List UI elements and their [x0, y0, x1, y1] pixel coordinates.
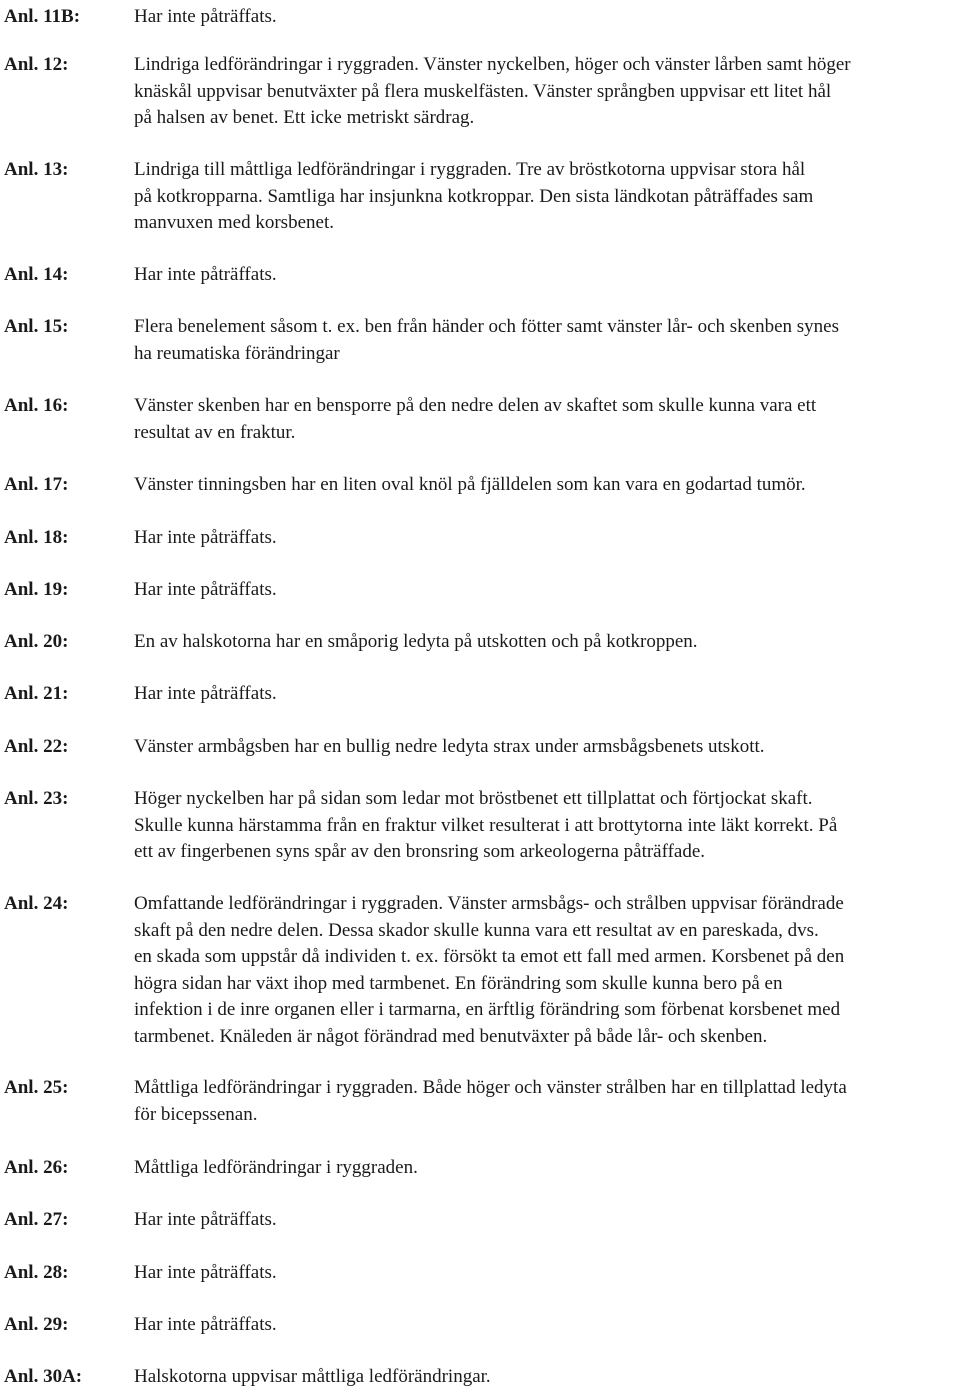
- entry-text: [134, 1260, 960, 1287]
- entry-label: Anl. 19:: [4, 579, 69, 600]
- entry-label: Anl. 30A:: [4, 1366, 83, 1387]
- text-line: Flera benelement såsom t. ex. ben från händer och fötter samt vänster lår- och skenben synes: [134, 316, 840, 337]
- text-line: ett av fingerbenen syns spår av den bronsring som arkeologerna påträffade.: [134, 841, 706, 862]
- entry-label: Anl. 17:: [4, 474, 69, 495]
- entry-text: [134, 4, 960, 31]
- text-line: infektion i de inre organen eller i tarmarna, en ärftlig förändring som förbenat korsbenet med: [134, 999, 841, 1020]
- text-line: Skulle kunna härstamma från en fraktur vilket resulterat i att brottytorna inte läkt korrekt. På: [134, 814, 838, 836]
- entry-label: Anl. 28:: [4, 1262, 69, 1283]
- text-line: Har inte påträffats.: [134, 6, 277, 27]
- entry-text: [134, 629, 960, 656]
- entry-text: [134, 786, 960, 866]
- text-line: En av halskotorna har en småporig ledyta på utskotten och på kotkroppen.: [134, 631, 698, 652]
- entry-label: Anl. 22:: [4, 736, 69, 757]
- entry-text: [134, 525, 960, 552]
- text-line: Måttliga ledförändringar i ryggraden. Både höger och vänster strålben har en tillplattad ledyta: [134, 1077, 847, 1098]
- entry-text: [134, 472, 960, 499]
- text-line: skaft på den nedre delen. Dessa skador skulle kunna vara ett resultat av en pareskada, dvs.: [134, 919, 819, 941]
- entry-text: [134, 1155, 960, 1182]
- text-line: för bicepssenan.: [134, 1103, 258, 1125]
- text-line: Halskotorna uppvisar måttliga ledförändringar.: [134, 1366, 491, 1387]
- entry-label: Anl. 25:: [4, 1077, 69, 1098]
- text-line: knäskål uppvisar benutväxter på flera muskelfästen. Vänster språngben uppvisar ett litet hål: [134, 80, 832, 102]
- entry-label: Anl. 18:: [4, 527, 69, 548]
- entry-text: [134, 314, 960, 367]
- text-line: högra sidan har växt ihop med tarmbenet. En förändring som skulle kunna bero på en: [134, 972, 783, 994]
- entry-text: [134, 577, 960, 604]
- entry-text: [134, 891, 960, 1050]
- entry-label: Anl. 11B:: [4, 6, 81, 27]
- text-line: Lindriga till måttliga ledförändringar i ryggraden. Tre av bröstkotorna uppvisar stora hål: [134, 159, 806, 180]
- text-line: Lindriga ledförändringar i ryggraden. Vänster nyckelben, höger och vänster lårben samt höger: [134, 54, 851, 75]
- text-line: Har inte påträffats.: [134, 527, 277, 548]
- text-line: manvuxen med korsbenet.: [134, 212, 334, 233]
- text-line: Har inte påträffats.: [134, 1209, 277, 1230]
- entry-label: Anl. 26:: [4, 1157, 69, 1178]
- text-line: Vänster tinningsben har en liten oval knöl på fjälldelen som kan vara en godartad tumör.: [134, 474, 806, 495]
- entry-text: [134, 734, 960, 761]
- entry-label: Anl. 12:: [4, 54, 69, 75]
- entry-text: [134, 1364, 960, 1391]
- entry-text: [134, 1075, 960, 1128]
- text-line: Har inte påträffats.: [134, 1314, 277, 1335]
- entry-label: Anl. 24:: [4, 893, 69, 914]
- entry-label: Anl. 15:: [4, 316, 69, 337]
- entry-label: Anl. 29:: [4, 1314, 69, 1335]
- entry-text: [134, 393, 960, 446]
- text-line: Vänster skenben har en bensporre på den nedre delen av skaftet som skulle kunna vara ett: [134, 395, 817, 416]
- text-line: en skada som uppstår då individen t. ex. försökt ta emot ett fall med armen. Korsbenet på den: [134, 946, 845, 967]
- text-line: Måttliga ledförändringar i ryggraden.: [134, 1157, 418, 1178]
- entry-label: Anl. 21:: [4, 683, 69, 704]
- entry-label: Anl. 27:: [4, 1209, 69, 1230]
- text-line: Höger nyckelben har på sidan som ledar mot bröstbenet ett tillplattat och förtjockat skaft.: [134, 788, 813, 809]
- text-line: tarmbenet. Knäleden är något förändrad med benutväxter på både lår- och skenben.: [134, 1025, 768, 1047]
- text-line: Har inte påträffats.: [134, 1262, 277, 1283]
- entry-text: [134, 1207, 960, 1234]
- entry-label: Anl. 14:: [4, 264, 69, 285]
- entry-label: Anl. 16:: [4, 395, 69, 416]
- text-line: på kotkropparna. Samtliga har insjunkna kotkroppar. Den sista ländkotan påträffades sam: [134, 185, 814, 207]
- text-line: på halsen av benet. Ett icke metriskt särdrag.: [134, 107, 475, 128]
- entry-label: Anl. 13:: [4, 159, 69, 180]
- entry-label: Anl. 23:: [4, 788, 69, 809]
- entry-text: [134, 157, 960, 237]
- entry-text: [134, 681, 960, 708]
- entry-text: [134, 1312, 960, 1339]
- text-line: ha reumatiska förändringar: [134, 342, 340, 364]
- text-line: Har inte påträffats.: [134, 579, 277, 600]
- text-line: Har inte påträffats.: [134, 683, 277, 704]
- entry-label: Anl. 20:: [4, 631, 69, 652]
- text-line: Omfattande ledförändringar i ryggraden. Vänster armsbågs- och strålben uppvisar förändrade: [134, 893, 844, 914]
- text-line: resultat av en fraktur.: [134, 421, 296, 443]
- entry-text: [134, 262, 960, 289]
- entry-text: [134, 52, 960, 132]
- text-line: Vänster armbågsben har en bullig nedre ledyta strax under armsbågsbenets utskott.: [134, 736, 765, 757]
- text-line: Har inte påträffats.: [134, 264, 277, 285]
